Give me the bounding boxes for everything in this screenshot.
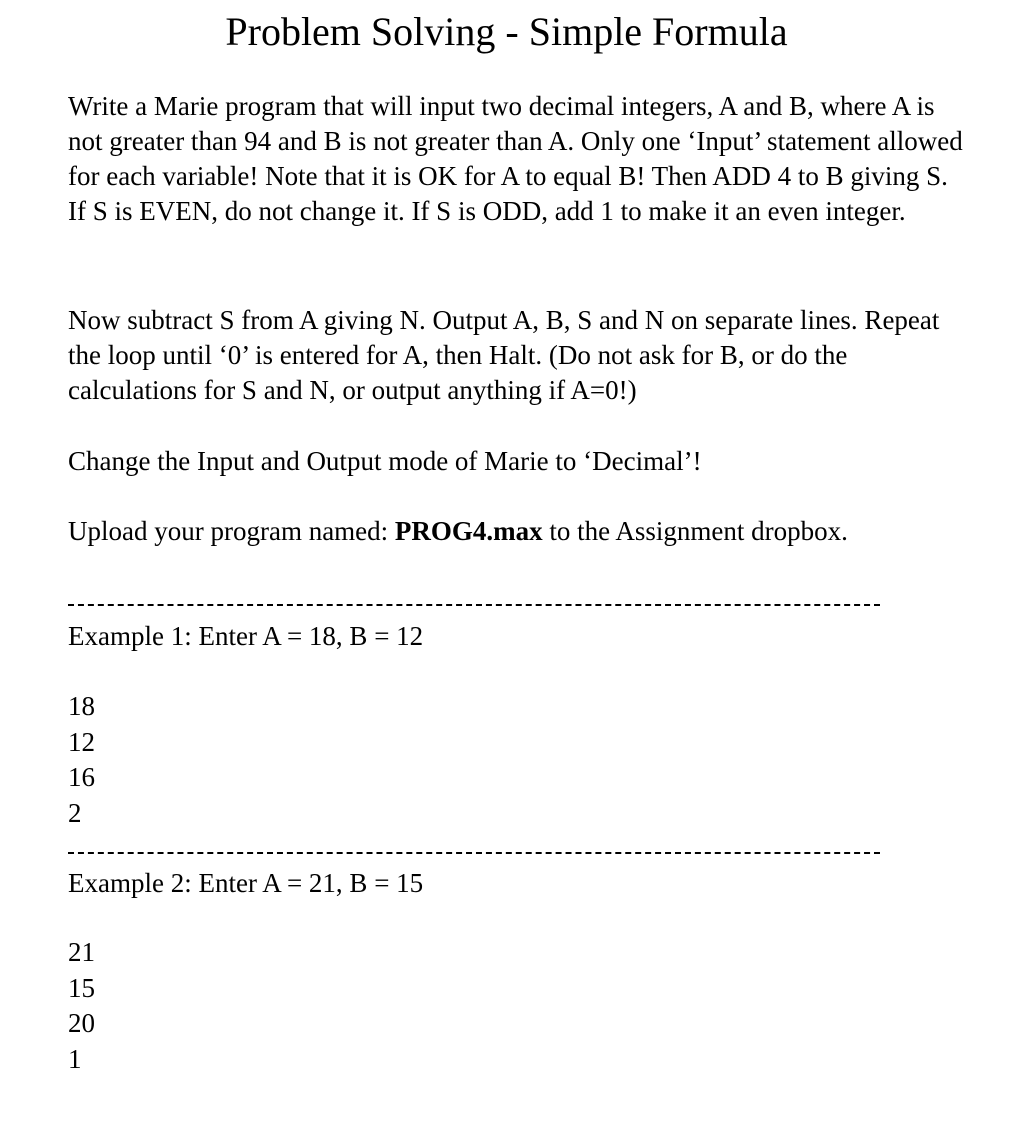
output-line: 16 (68, 762, 95, 792)
example-2-outputs (68, 935, 95, 1077)
example-1-outputs (68, 689, 95, 831)
program-filename: PROG4.max (394, 516, 543, 546)
dashed-divider (68, 852, 880, 854)
output-line: 2 (68, 797, 82, 828)
output-line: 18 (68, 691, 95, 721)
output-line: 21 (68, 937, 95, 967)
upload-instructions-paragraph (68, 514, 968, 549)
dashed-divider (68, 604, 880, 606)
upload-text-prefix: Upload your program named: (68, 516, 395, 546)
upload-text-suffix: to the Assignment dropbox. (542, 516, 848, 546)
output-line: 20 (68, 1008, 95, 1038)
example-1-heading: Example 1: Enter A = 18, B = 12 (68, 621, 424, 651)
example-2-heading: Example 2: Enter A = 21, B = 15 (68, 868, 424, 898)
loop-instructions-paragraph: Now subtract S from A giving N. Output A, B, S and N on separate lines. Repeat the loop until ‘0’ is entered for A, then Halt. (Do not ask for B, or do the calculations for S and N, or output anything if A=0!) (68, 305, 940, 405)
page-title: Problem Solving - Simple Formula (225, 9, 788, 54)
instructions-paragraph: Write a Marie program that will input two decimal integers, A and B, where A is not greater than 94 and B is not greater than A. Only one ‘Input’ statement allowed for each variable! Note that it is OK for A to equal B! Then ADD 4 to B giving S. If S is EVEN, do not change it. If S is ODD, add 1 to make it an even integer. (68, 91, 963, 226)
output-line: 1 (68, 1043, 82, 1074)
mode-instructions-paragraph: Change the Input and Output mode of Marie to ‘Decimal’! (68, 446, 702, 476)
output-line: 12 (68, 726, 95, 757)
output-line: 15 (68, 972, 95, 1003)
